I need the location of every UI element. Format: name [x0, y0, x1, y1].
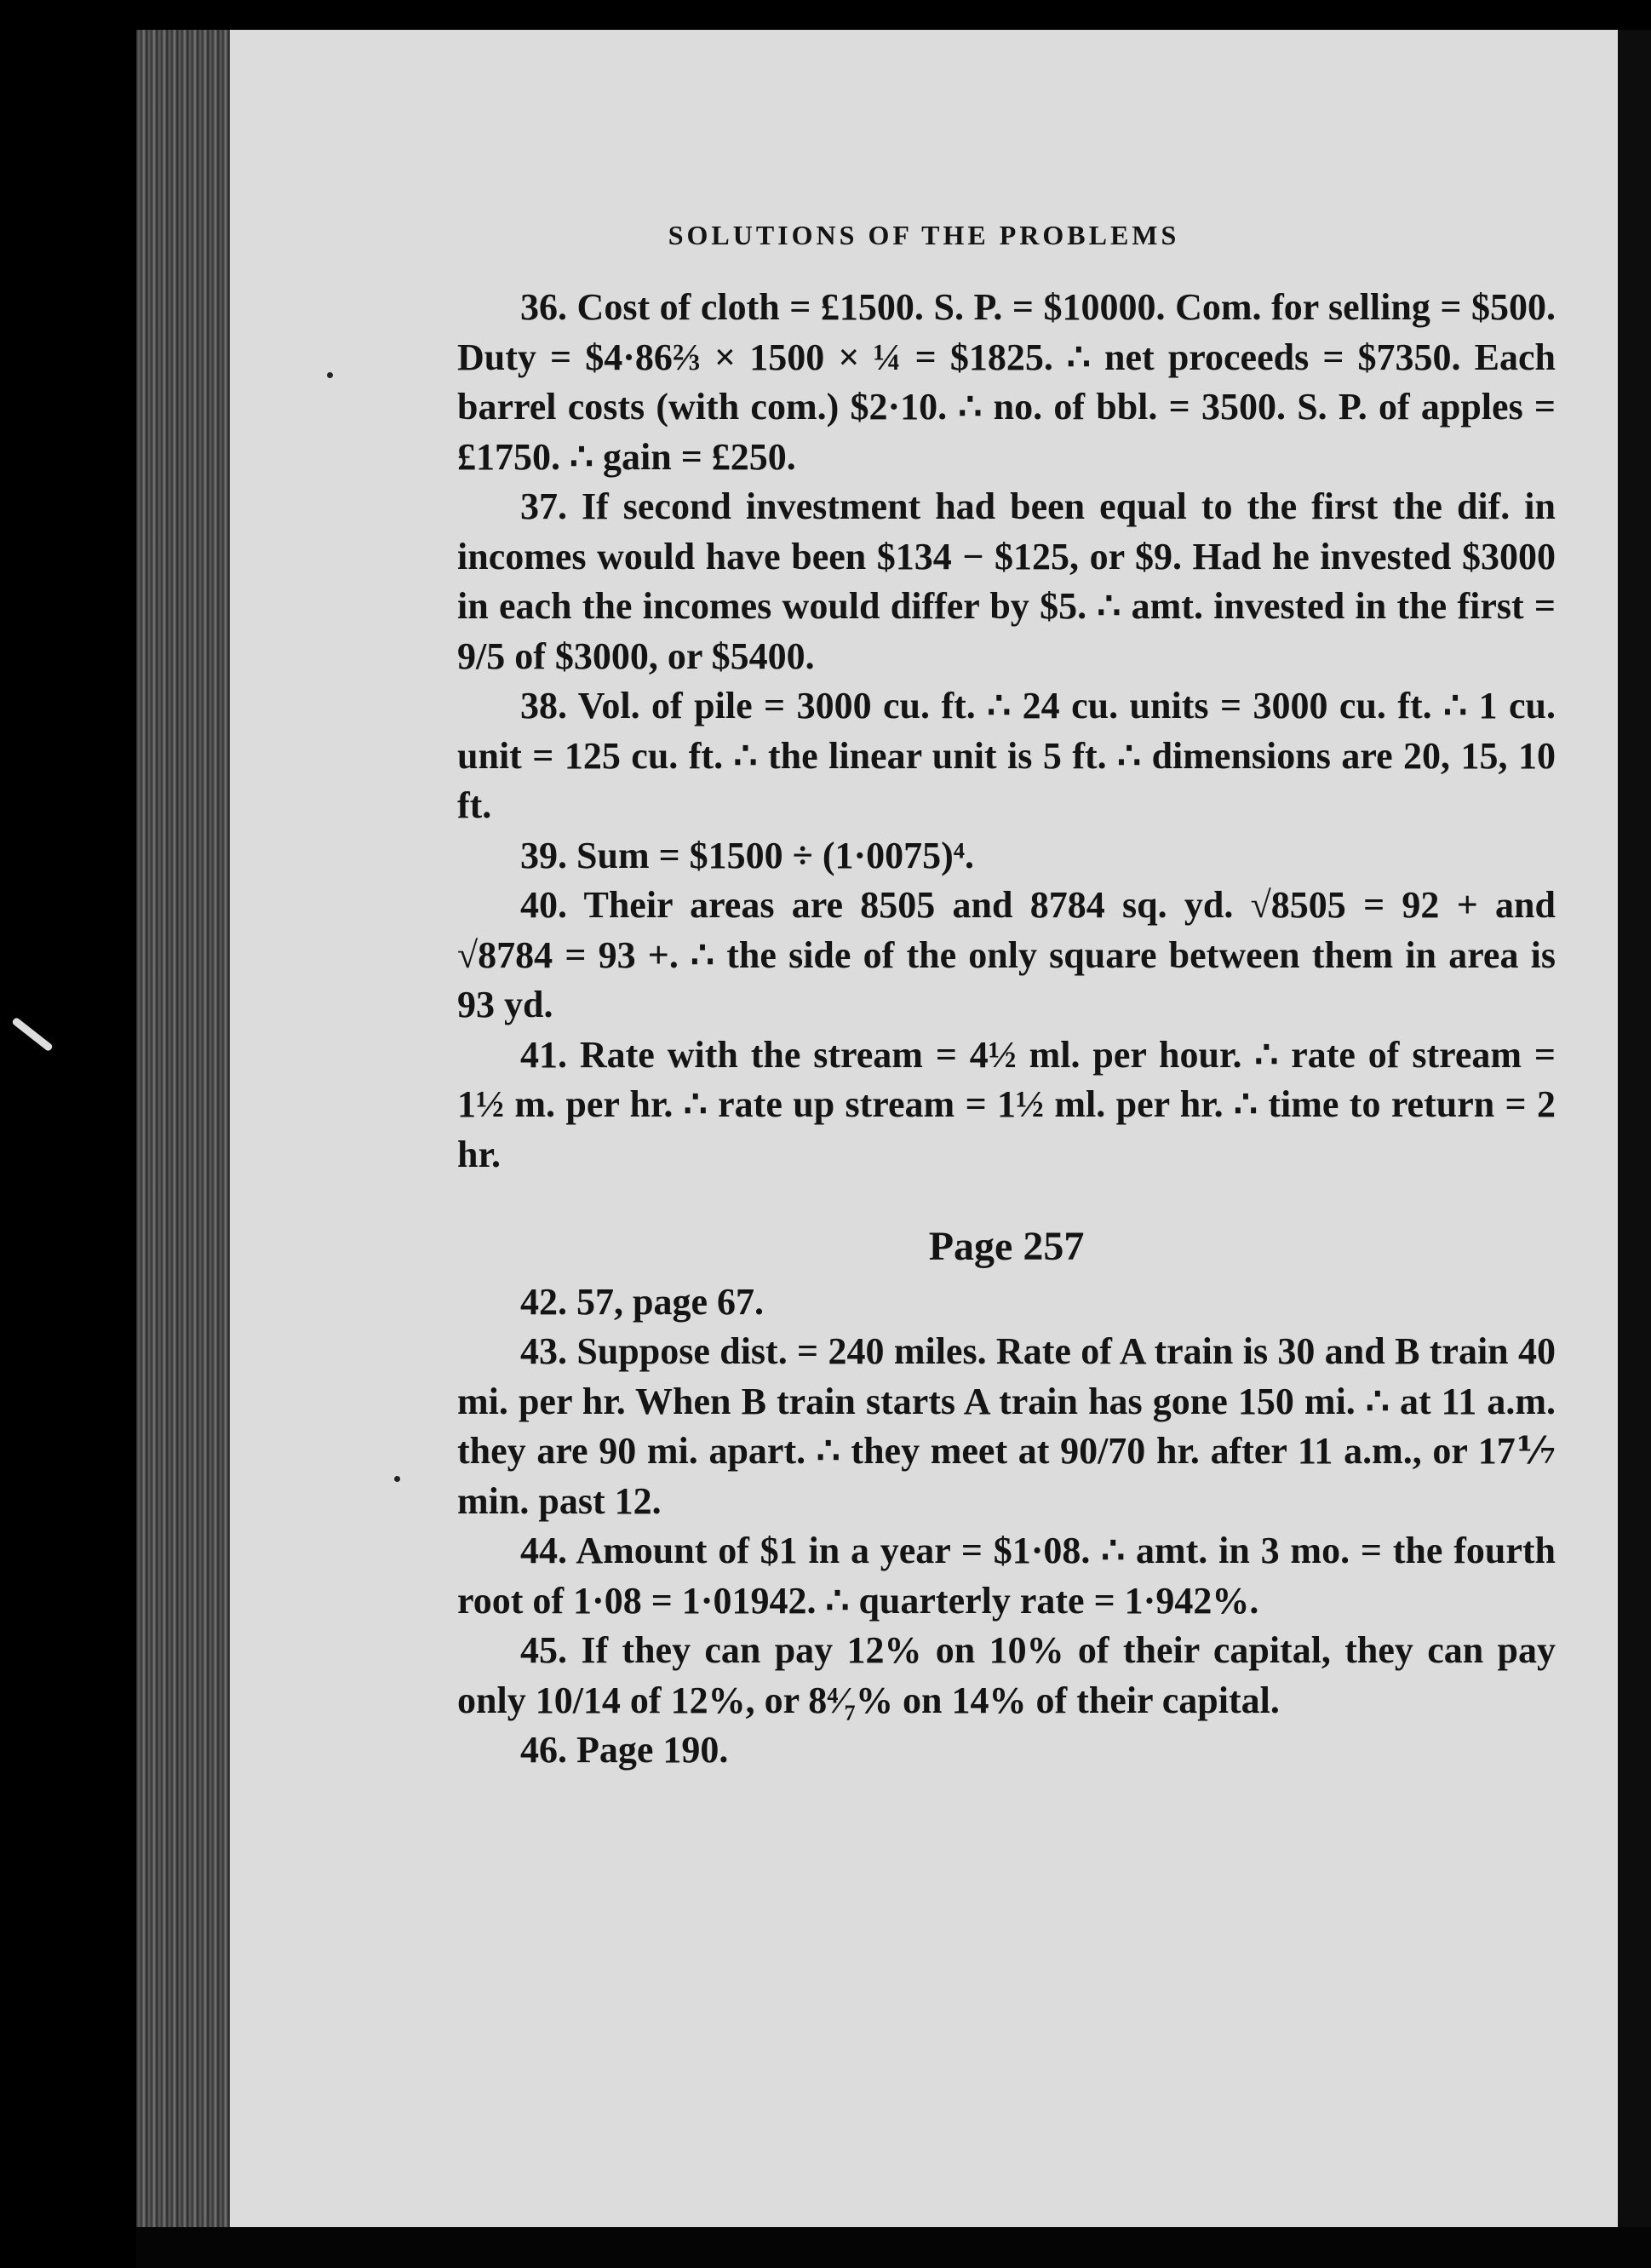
solution-39: 39. Sum = $1500 ÷ (1·0075)⁴.: [520, 834, 974, 876]
solution-41: 41. Rate with the stream = 4½ ml. per hour. ∴ rate of stream = 1½ m. per hr. ∴ rate up stream = 1½ ml. per hr. ∴ time to return = 2 hr.: [457, 1033, 1556, 1175]
book-page-edges: [136, 30, 238, 2227]
speck-mark: [394, 1476, 400, 1482]
bottom-shadow: [136, 2227, 1651, 2268]
running-head: SOLUTIONS OF THE PROBLEMS: [668, 220, 1180, 250]
speck-mark: [327, 372, 333, 378]
solution-44: 44. Amount of $1 in a year = $1·08. ∴ amt. in 3 mo. = the fourth root of 1·08 = 1·01942. ∴ quarterly rate = 1·942%.: [457, 1530, 1556, 1622]
solution-38: 38. Vol. of pile = 3000 cu. ft. ∴ 24 cu. units = 3000 cu. ft. ∴ 1 cu. unit = 125 cu. ft. ∴ the linear unit is 5 ft. ∴ dimensions are 20, 15, 10 ft.: [457, 685, 1556, 826]
solution-37: 37. If second investment had been equal to the first the dif. in incomes would have been $134 − $125, or $9. Had he invested $3000 in each the incomes would differ by $5. ∴ amt. invested in the first = 9/5 of $3000, or $5400.: [457, 485, 1556, 677]
solution-40: 40. Their areas are 8505 and 8784 sq. yd. √8505 = 92 + and √8784 = 93 +. ∴ the side of the only square between them in area is 93 yd.: [457, 884, 1556, 1025]
solution-45: 45. If they can pay 12% on 10% of their capital, they can pay only 10/14 of 12%, or 8⁴⁄₇% on 14% of their capital.: [457, 1629, 1556, 1721]
page-257-heading: Page 257: [928, 1224, 1085, 1269]
right-binding-shadow: [1618, 30, 1651, 2227]
solution-36: 36. Cost of cloth = £1500. S. P. = $10000. Com. for selling = $500. Duty = $4·86⅔ × 1500 × ¼ = $1825. ∴ net proceeds = $7350. Each barrel costs (with com.) $2·10. ∴ no. of bbl. = 3500. S. P. of apples = £1750. ∴ gain = £250.: [457, 286, 1556, 478]
solution-46: 46. Page 190.: [520, 1729, 729, 1771]
solutions-text: [457, 283, 1556, 1776]
solution-43: 43. Suppose dist. = 240 miles. Rate of A train is 30 and B train 40 mi. per hr. When B train starts A train has gone 150 mi. ∴ at 11 a.m. they are 90 mi. apart. ∴ they meet at 90/70 hr. after 11 a.m., or 17⅐ min. past 12.: [457, 1330, 1556, 1522]
solution-42: 42. 57, page 67.: [520, 1280, 764, 1323]
